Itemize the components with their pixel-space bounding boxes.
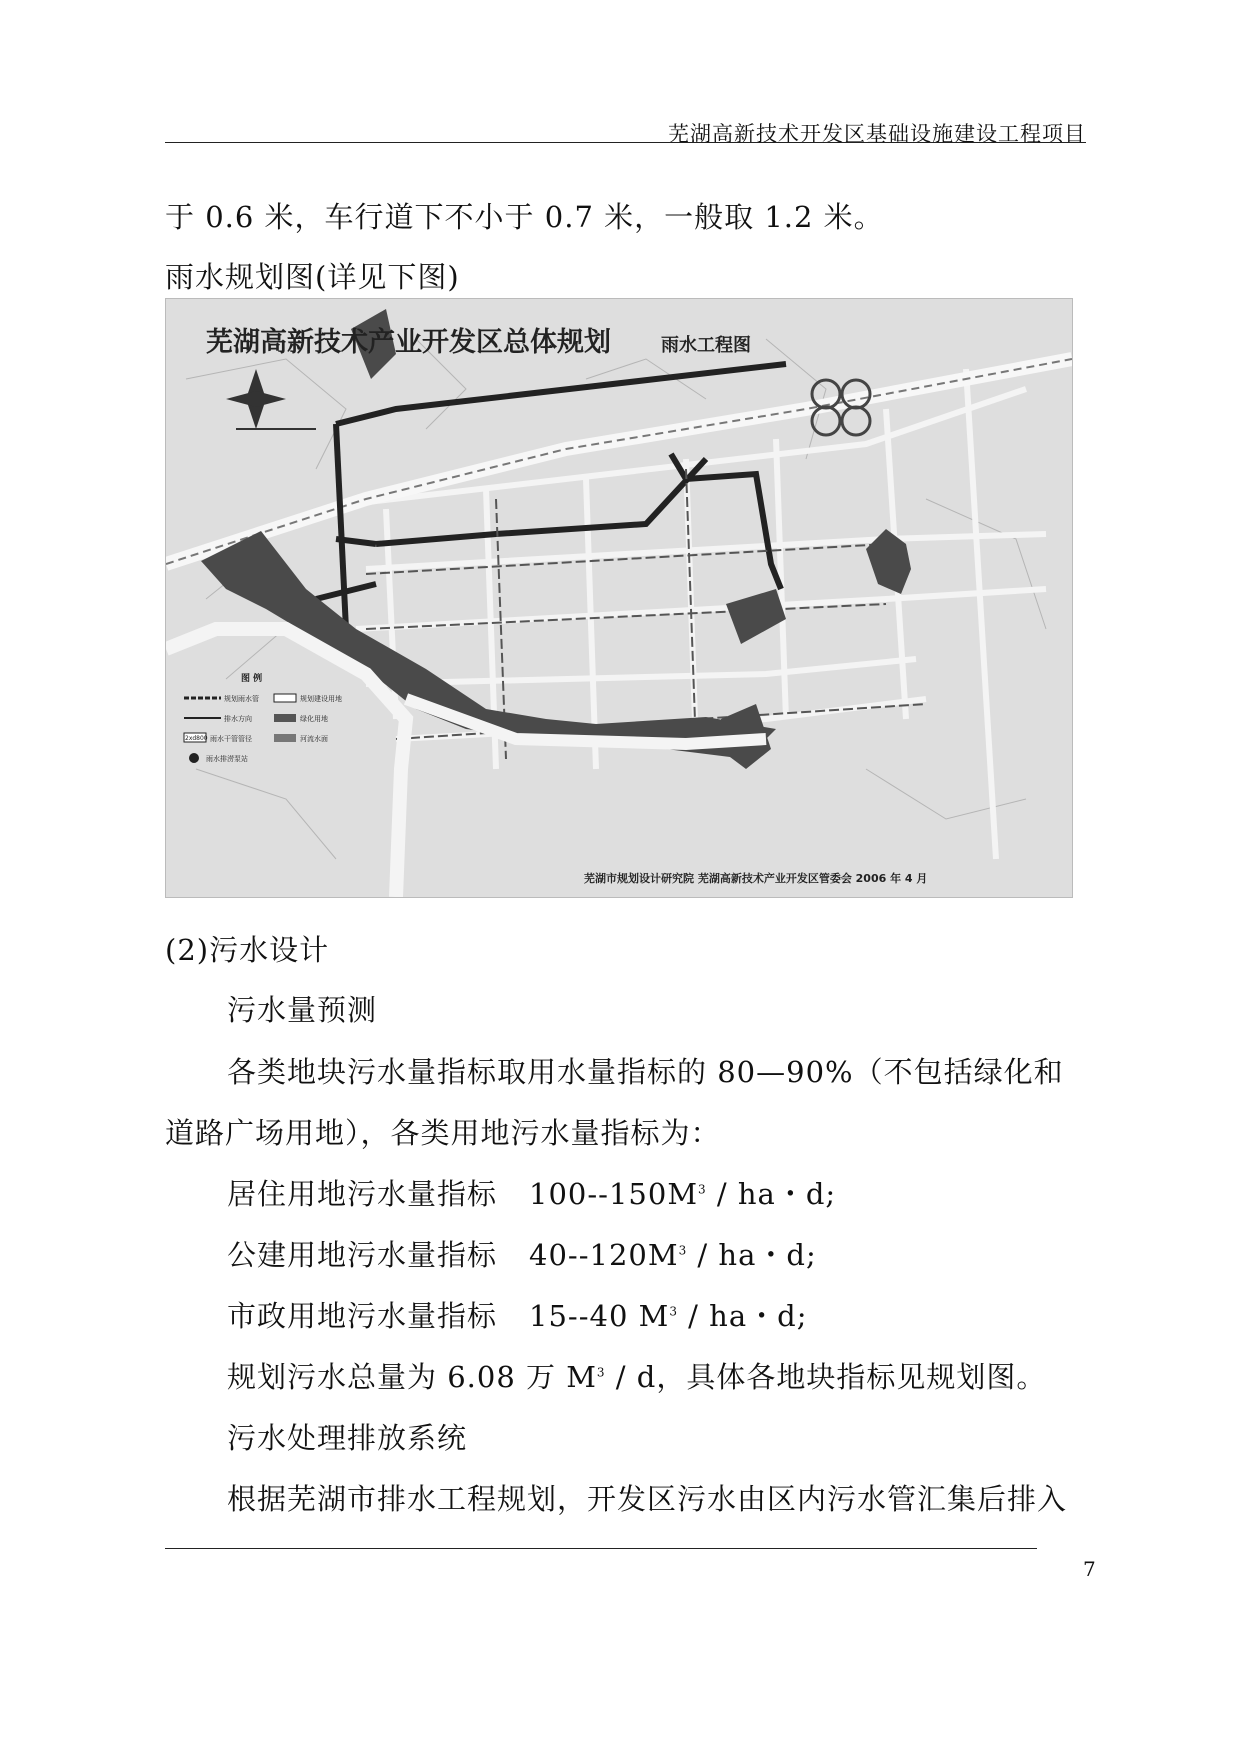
total-text-end: / d，具体各地块指标见规划图。: [605, 1360, 1047, 1394]
header-rule: [165, 142, 1086, 143]
indicator-label: 居住用地污水量指标: [227, 1177, 498, 1211]
rainwater-plan-map: [166, 299, 1072, 897]
total-sewage-line: [227, 1355, 1046, 1396]
legend-title: 图 例: [241, 674, 263, 684]
map-title: 芜湖高新技术产业开发区总体规划: [206, 327, 611, 358]
superscript: 3: [596, 1365, 606, 1380]
total-text: 规划污水总量为 6.08 万 M: [227, 1360, 597, 1394]
rainwater-plan-figure: [165, 298, 1073, 898]
footer-rule: [165, 1548, 1037, 1549]
indicator-unit: / ha・d;: [706, 1177, 837, 1211]
paragraph-line: 道路广场用地），各类用地污水量指标为：: [165, 1116, 721, 1150]
subheading-system: 污水处理排放系统: [227, 1421, 468, 1455]
indicator-residential: [227, 1172, 836, 1213]
legend-item-5: 河流水面: [300, 735, 328, 743]
indicator-label: 市政用地污水量指标: [227, 1299, 498, 1333]
running-header: 芜湖高新技术开发区基础设施建设工程项目: [668, 122, 1086, 146]
paragraph-continuation: 于 0.6 米，车行道下不小于 0.7 米，一般取 1.2 米。: [165, 200, 884, 234]
subheading-forecast: 污水量预测: [227, 993, 378, 1027]
legend-pipe-label: 2xd800: [185, 735, 208, 742]
indicator-public: [227, 1233, 817, 1274]
page-number: 7: [1083, 1557, 1096, 1581]
indicator-unit: / ha・d;: [677, 1299, 808, 1333]
indicator-municipal: [227, 1294, 807, 1335]
superscript: 3: [669, 1304, 678, 1319]
indicator-value: 100--150M: [529, 1177, 699, 1211]
map-credits: 芜湖市规划设计研究院 芜湖高新技术产业开发区管委会 2006 年 4 月: [584, 872, 928, 885]
legend-item-4: 雨水干管管径: [210, 735, 252, 743]
indicator-unit: / ha・d;: [687, 1238, 817, 1272]
indicator-value: 40--120M: [529, 1238, 679, 1272]
section-heading: (2)污水设计: [165, 933, 330, 967]
legend-item-6: 雨水排涝泵站: [206, 755, 248, 763]
legend-item-2: 排水方向: [224, 715, 252, 723]
legend-item-1: 规划建设用地: [300, 695, 342, 703]
paragraph-line: 各类地块污水量指标取用水量指标的 80—90%（不包括绿化和: [227, 1055, 1064, 1089]
indicator-value: 15--40 M: [529, 1299, 670, 1333]
superscript: 3: [678, 1243, 688, 1258]
figure-caption: 雨水规划图(详见下图): [165, 260, 460, 294]
paragraph-line: 根据芜湖市排水工程规划，开发区污水由区内污水管汇集后排入: [227, 1482, 1068, 1516]
map-subtitle: 雨水工程图: [661, 335, 751, 356]
legend-item-0: 规划雨水管: [224, 695, 259, 703]
indicator-label: 公建用地污水量指标: [227, 1238, 498, 1272]
legend-item-3: 绿化用地: [300, 715, 328, 723]
superscript: 3: [698, 1182, 707, 1197]
